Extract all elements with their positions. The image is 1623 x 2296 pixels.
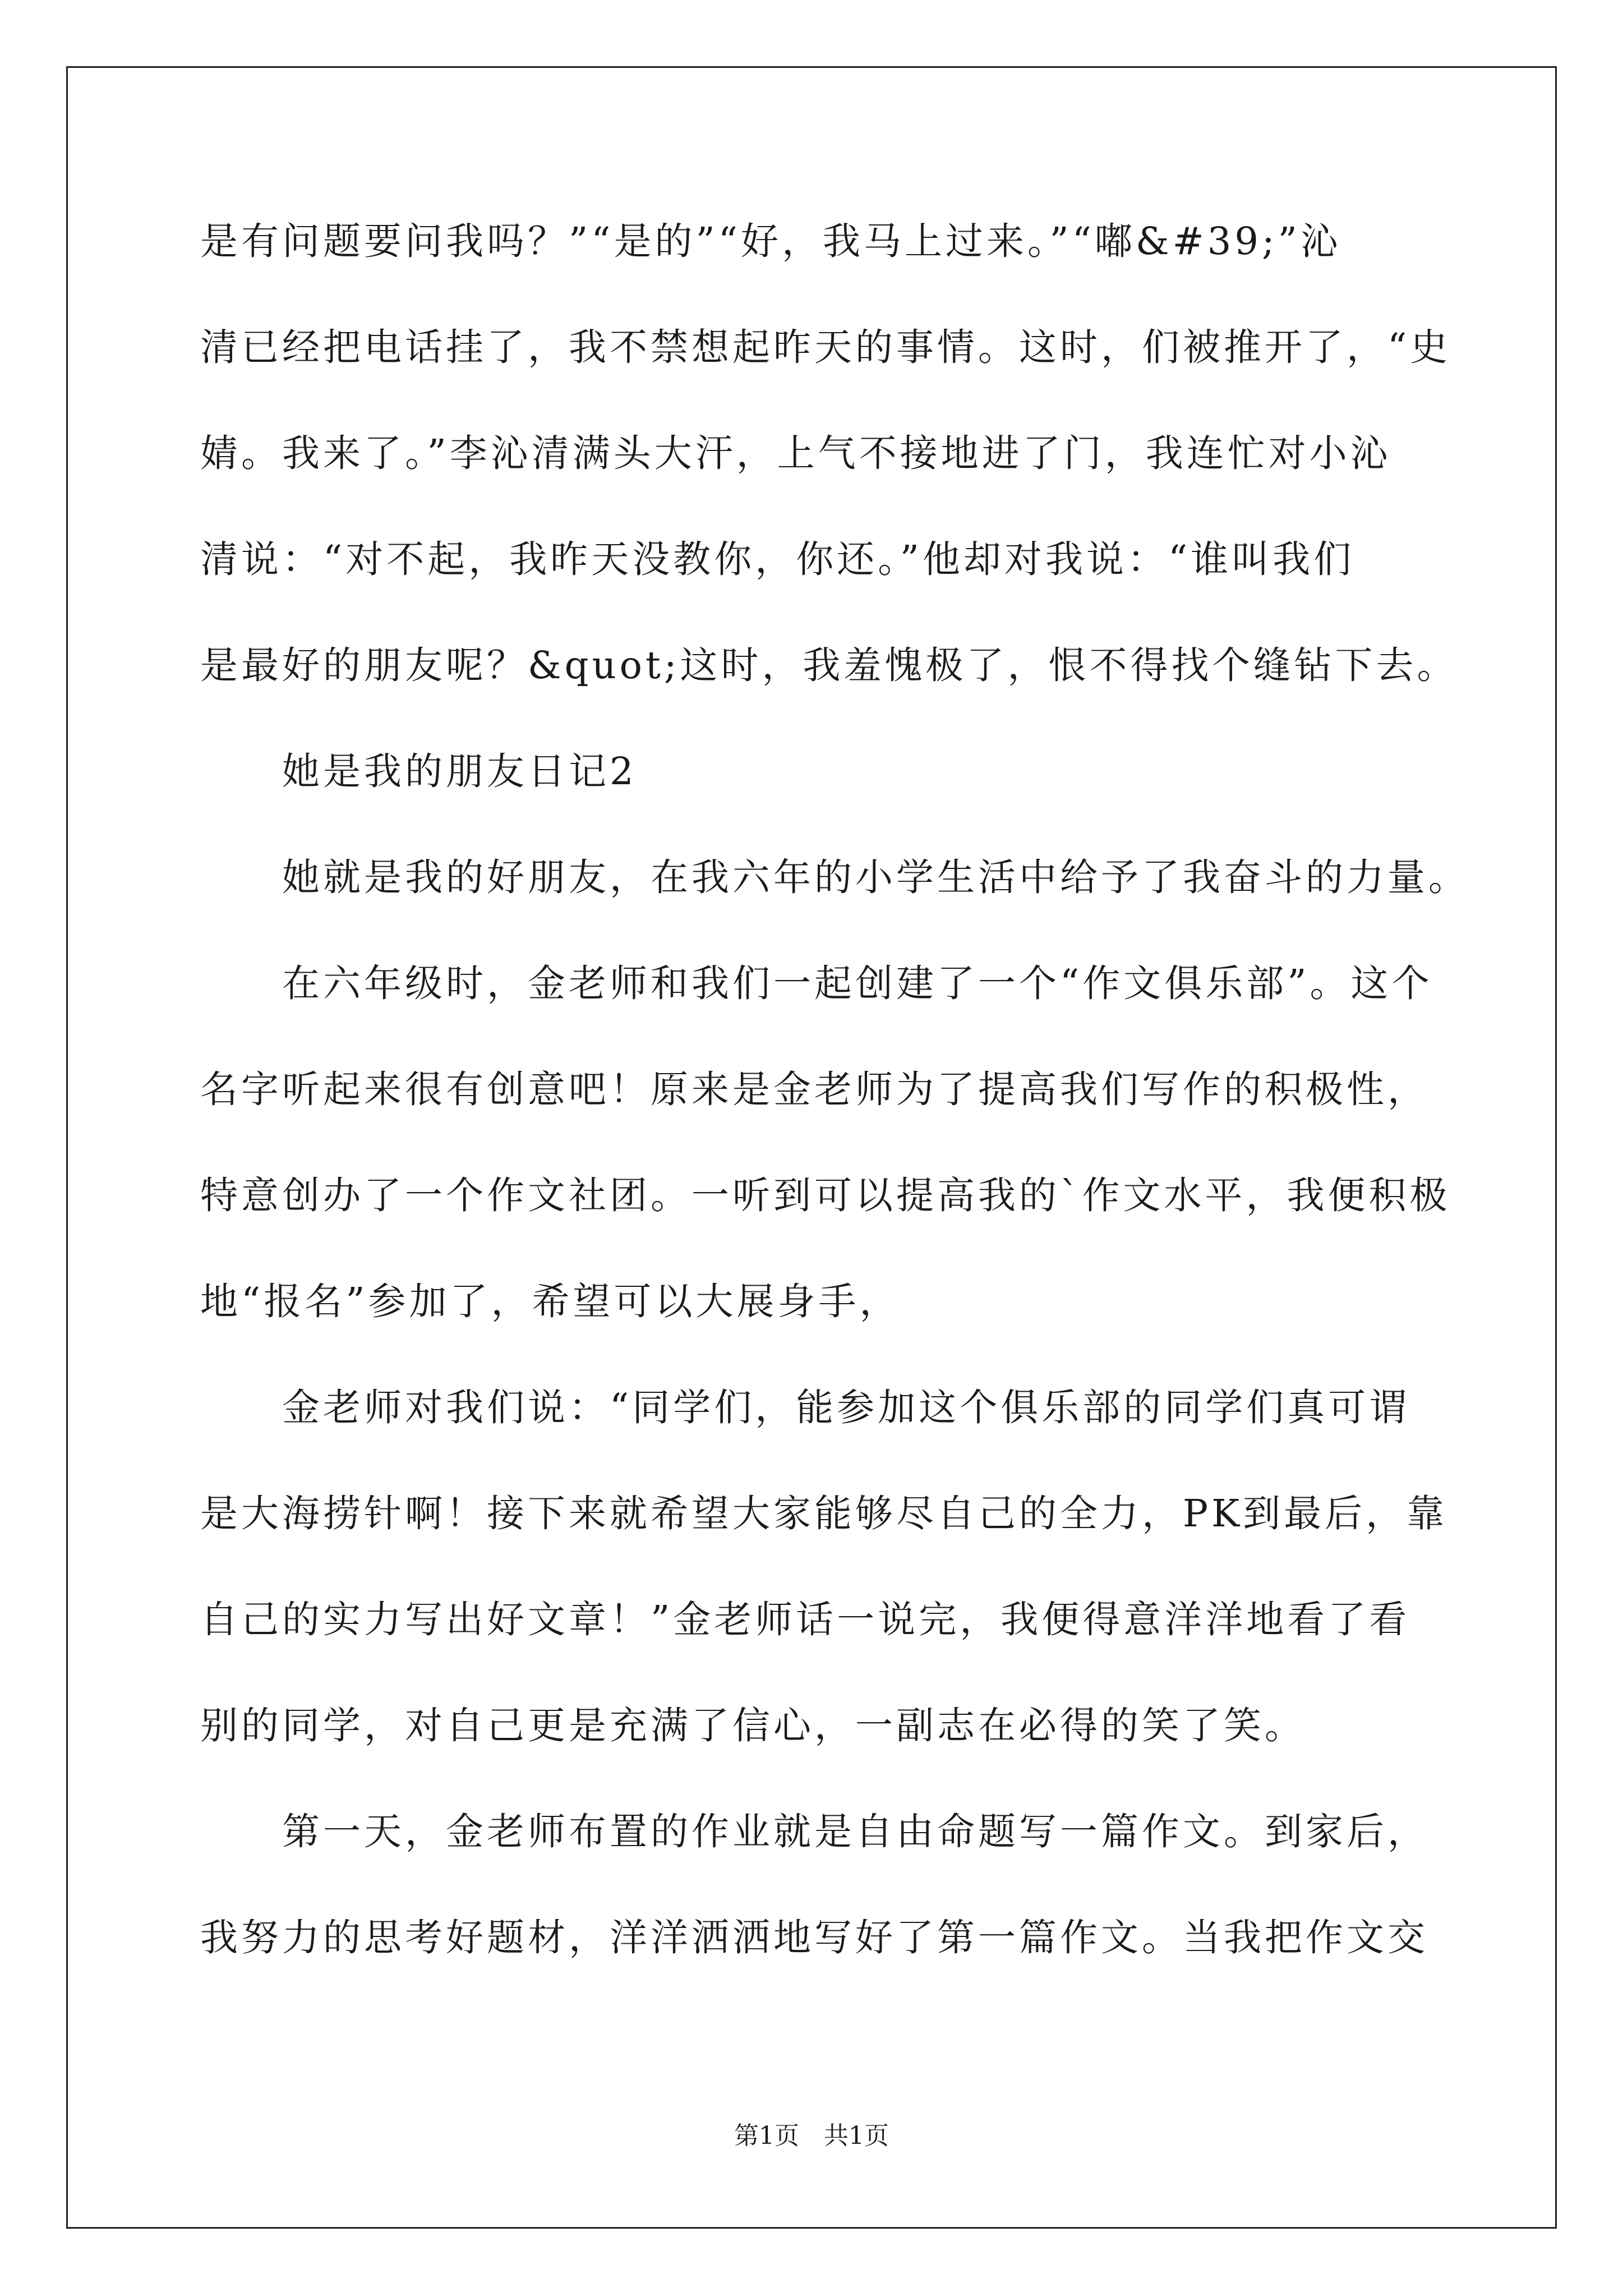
text-line: 名字听起来很有创意吧！原来是金老师为了提高我们写作的积极性， xyxy=(200,1068,1428,1111)
page-number-footer: 第1页 共1页 xyxy=(734,2122,889,2150)
text-line: 清已经把电话挂了，我不禁想起昨天的事情。这时，们被推开了，“史 xyxy=(200,325,1451,369)
text-line: 金老师对我们说：“同学们，能参加这个俱乐部的同学们真可谓 xyxy=(200,1386,1410,1429)
text-line: 自己的实力写出好文章！”金老师话一说完，我便得意洋洋地看了看 xyxy=(200,1598,1410,1641)
text-line: 特意创办了一个作文社团。一听到可以提高我的`作文水平，我便积极 xyxy=(200,1174,1451,1217)
text-line: 清说：“对不起，我昨天没教你，你还。”他却对我说：“谁叫我们 xyxy=(200,537,1355,581)
text-line: 是有问题要问我吗？”“是的”“好，我马上过来。”“嘟&#39;”沁 xyxy=(200,219,1341,263)
text-line: 是大海捞针啊！接下来就希望大家能够尽自己的全力，PK到最后，靠 xyxy=(200,1492,1448,1535)
text-line: 婧。我来了。”李沁清满头大汗，上气不接地进了门，我连忙对小沁 xyxy=(200,431,1391,475)
text-line: 是最好的朋友呢？&quot;这时，我羞愧极了，恨不得找个缝钻下去。 xyxy=(200,643,1458,687)
text-line: 地“报名”参加了，希望可以大展身手， xyxy=(200,1280,901,1323)
page-border xyxy=(66,66,1557,2229)
text-line: 别的同学，对自己更是充满了信心，一副志在必得的笑了笑。 xyxy=(200,1704,1306,1747)
section-heading: 她是我的朋友日记2 xyxy=(200,749,637,793)
text-line: 第一天，金老师布置的作业就是自由命题写一篇作文。到家后， xyxy=(200,1810,1428,1853)
text-line: 她就是我的好朋友，在我六年的小学生活中给予了我奋斗的力量。 xyxy=(200,855,1469,899)
text-line: 在六年级时，金老师和我们一起创建了一个“作文俱乐部”。这个 xyxy=(200,961,1433,1005)
text-line: 我努力的思考好题材，洋洋洒洒地写好了第一篇作文。当我把作文交 xyxy=(200,1916,1428,1959)
